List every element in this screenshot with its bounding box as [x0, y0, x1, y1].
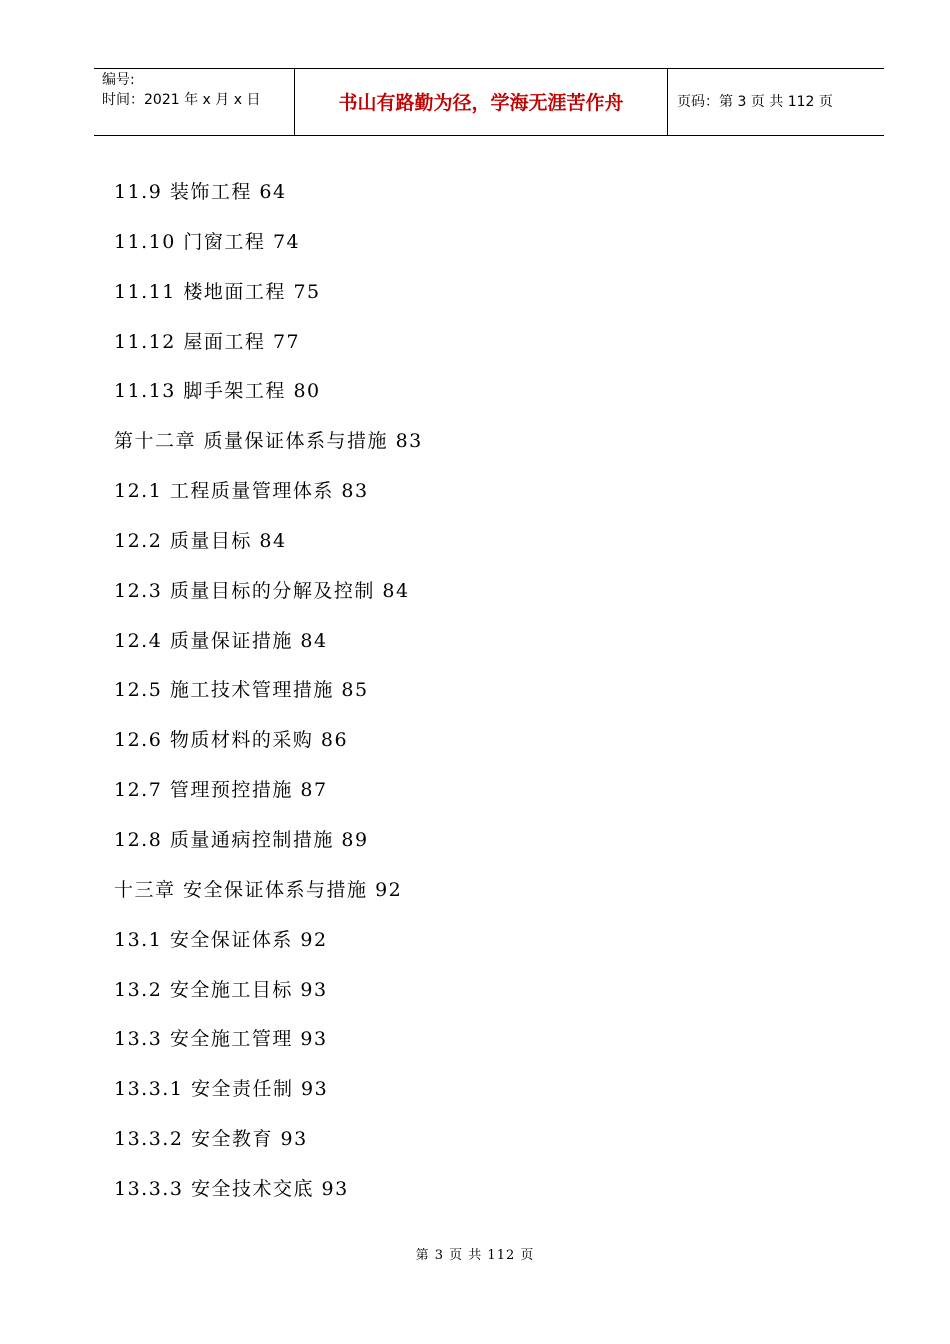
toc-entry: 13.2 安全施工目标 93 — [114, 978, 328, 1001]
toc-entry: 13.1 安全保证体系 92 — [114, 928, 328, 951]
toc-entry: 12.8 质量通病控制措施 89 — [114, 828, 369, 851]
header-right-cell — [668, 69, 884, 135]
header-left-cell — [94, 69, 295, 135]
header-motto: 书山有路勤为径，学海无涯苦作舟 — [338, 92, 624, 114]
toc-entry: 11.10 门窗工程 74 — [114, 230, 301, 253]
toc-entry: 13.3 安全施工管理 93 — [114, 1028, 328, 1051]
document-time-label: 时间：2021 年 x 月 x 日 — [102, 92, 261, 108]
toc-entry: 13.3.2 安全教育 93 — [114, 1128, 308, 1151]
toc-chapter-heading: 十三章 安全保证体系与措施 92 — [114, 878, 403, 901]
toc-entry: 13.3.1 安全责任制 93 — [114, 1078, 329, 1101]
toc-entry: 11.13 脚手架工程 80 — [114, 380, 321, 403]
toc-entry: 12.5 施工技术管理措施 85 — [114, 679, 369, 702]
header-middle-cell — [295, 69, 668, 135]
header-page-number: 页码：第 3 页 共 112 页 — [677, 94, 833, 110]
toc-entry: 11.11 楼地面工程 75 — [114, 280, 321, 303]
toc-entry: 12.3 质量目标的分解及控制 84 — [114, 579, 410, 602]
table-of-contents — [114, 174, 423, 1221]
toc-entry: 11.12 屋面工程 77 — [114, 330, 301, 353]
toc-entry: 11.9 装饰工程 64 — [114, 181, 287, 203]
page-header — [94, 68, 884, 136]
toc-chapter-heading: 第十二章 质量保证体系与措施 83 — [114, 430, 423, 453]
document-code-label: 编号: — [102, 72, 135, 88]
toc-entry: 12.1 工程质量管理体系 83 — [114, 480, 369, 503]
toc-entry: 13.3.3 安全技术交底 93 — [114, 1177, 349, 1200]
toc-entry: 12.7 管理预控措施 87 — [114, 779, 328, 802]
page-footer: 第 3 页 共 112 页 — [415, 1248, 535, 1263]
toc-entry: 12.2 质量目标 84 — [114, 529, 287, 552]
toc-entry: 12.4 质量保证措施 84 — [114, 629, 328, 652]
toc-entry: 12.6 物质材料的采购 86 — [114, 729, 349, 752]
